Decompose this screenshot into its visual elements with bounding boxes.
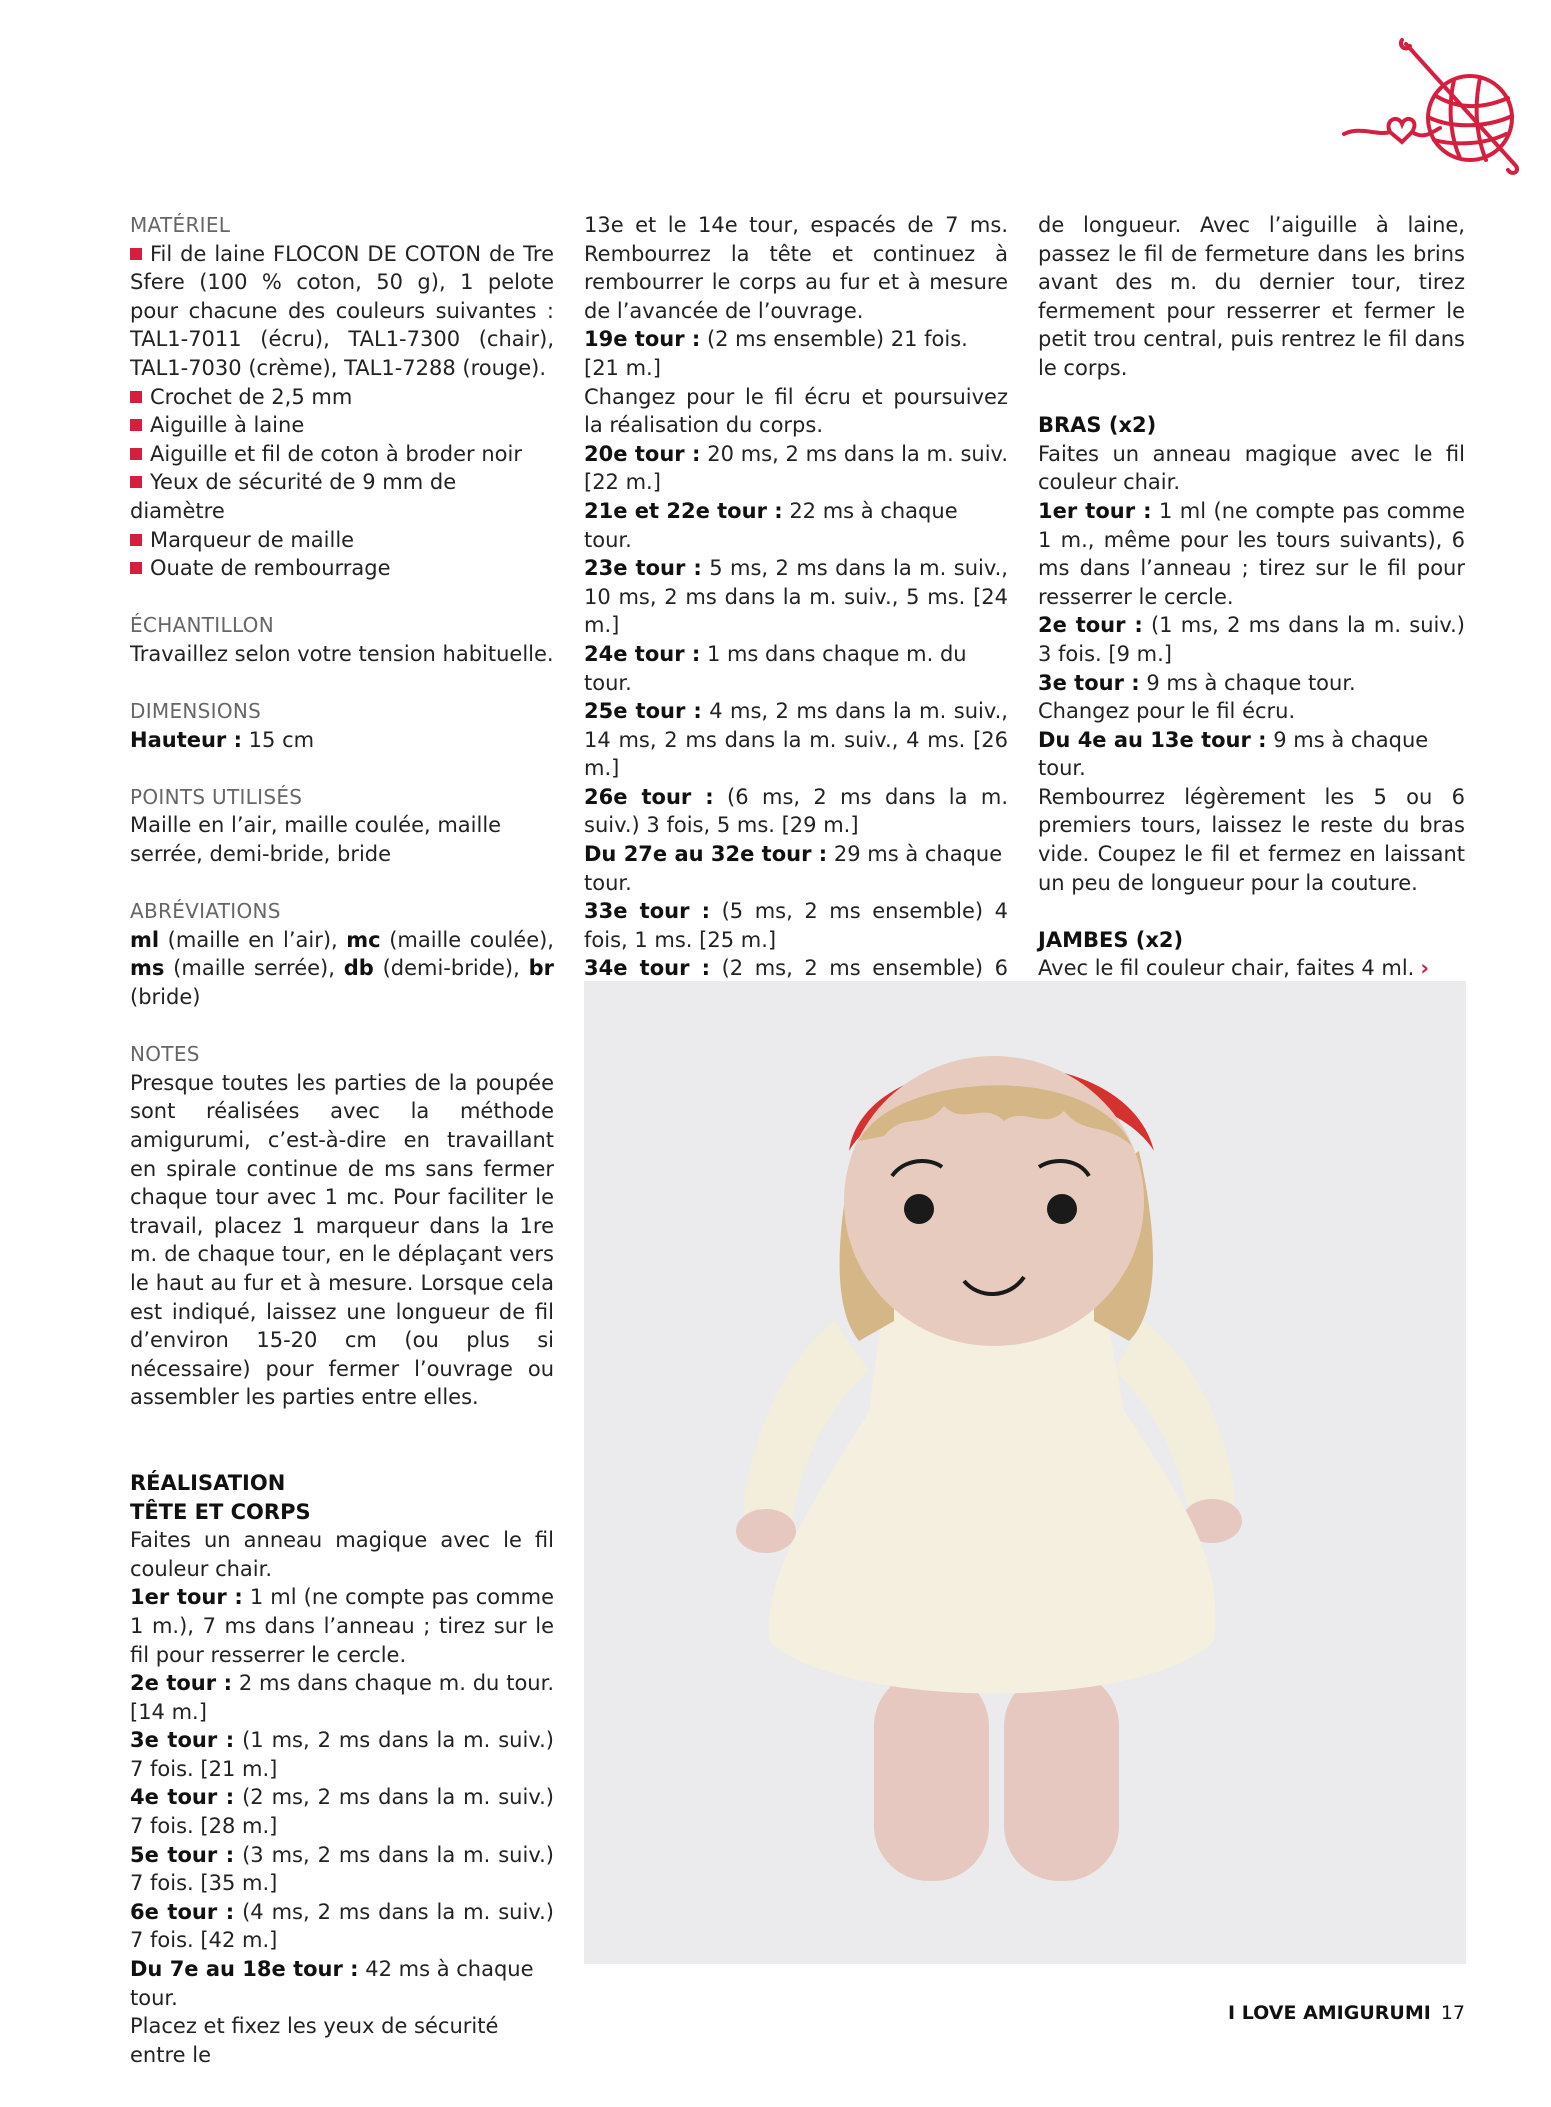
doll-photo [584,981,1466,1964]
realisation-title: RÉALISATION [130,1470,286,1495]
column-1 [130,211,554,2069]
tete-corps-title: TÊTE ET CORPS [130,1499,311,1524]
column-3 [1038,211,1465,983]
bullet-icon [130,391,142,403]
bras-change-text: Changez pour le fil écru. [1038,699,1296,724]
pattern-row: 1er tour : 1 ml (ne compte pas comme 1 m.), 7 ms dans l’anneau ; tirez sur le fil pour resserrer le cercle. [130,1585,554,1667]
jambes-text: Avec le fil couleur chair, faites 4 ml. › [1038,956,1430,981]
notes-text: Presque toutes les parties de la poupée sont réalisées avec la méthode amigurumi, c’est-à-dire en travaillant en spirale continue de ms sans fermer chaque tour avec 1 mc. Pour faciliter le travail, placez 1 marqueur dans la 1re m. de chaque tour, en le déplaçant vers le haut au fur et à mesure. Lorsque cela est indiqué, laissez une longueur de fil d’environ 15-20 cm (ou plus si nécessaire) pour fermer l’ouvrage ou assembler les parties entre elles. [130,1070,554,1410]
tete-eyes-text: Placez et fixez les yeux de sécurité entre le [130,2014,499,2067]
bullet-icon [130,248,142,260]
col2-lead: 13e et le 14e tour, espacés de 7 ms. Rembourrez la tête et continuez à rembourrer le corps au fur et à mesure de l’avancée de l’ouvrage. [584,213,1008,323]
list-item: Yeux de sécurité de 9 mm de diamètre [130,470,457,523]
page-number: 17 [1440,2002,1465,2024]
pattern-row: 3e tour : (1 ms, 2 ms dans la m. suiv.) 7 fois. [21 m.] [130,1728,554,1781]
section-title-notes: NOTES [130,1042,200,1067]
bras-end-text: Rembourrez légèrement les 5 ou 6 premiers tours, laissez le reste du bras vide. Coupez le fil et fermez en laissant un peu de longueur pour la couture. [1038,784,1465,895]
pattern-row: 20e tour : 20 ms, 2 ms dans la m. suiv. [22 m.] [584,441,1008,495]
pattern-row: 6e tour : (4 ms, 2 ms dans la m. suiv.) 7 fois. [42 m.] [130,1899,554,1953]
section-title-materiel: MATÉRIEL [130,213,231,237]
chevron-right-icon: › [1420,956,1430,981]
hauteur-line: Hauteur : 15 cm [130,727,315,752]
pattern-row: 2e tour : (1 ms, 2 ms dans la m. suiv.) 3 fois. [9 m.] [1038,613,1465,666]
pattern-row: Du 4e au 13e tour : 9 ms à chaque tour. [1038,727,1429,781]
pattern-row: 5e tour : (3 ms, 2 ms dans la m. suiv.) 7 fois. [35 m.] [130,1842,554,1896]
pattern-row: Du 27e au 32e tour : 29 ms à chaque tour. [584,842,1003,895]
pattern-row: 24e tour : 1 ms dans chaque m. du tour. [584,641,967,695]
bras-title: BRAS (x2) [1038,413,1157,438]
abreviations-text: ml (maille en l’air), mc (maille coulée), ms (maille serrée), db (demi-bride), br (bride) [130,927,554,1010]
pattern-row: 4e tour : (2 ms, 2 ms dans la m. suiv.) 7 fois. [28 m.] [130,1785,554,1839]
bullet-icon [130,419,142,431]
page-footer [1228,2002,1465,2024]
list-item: Marqueur de maille [130,526,554,555]
pattern-row: 21e et 22e tour : 22 ms à chaque tour. [584,498,958,552]
section-title-dimensions: DIMENSIONS [130,699,262,724]
bullet-icon [130,448,142,460]
points-text: Maille en l’air, maille coulée, maille serrée, demi-bride, bride [130,813,502,867]
bras-intro: Faites un anneau magique avec le fil couleur chair. [1038,441,1465,495]
list-item: Crochet de 2,5 mm [130,383,554,412]
bullet-icon [130,562,142,574]
bullet-icon [130,534,142,546]
bullet-icon [130,476,142,488]
list-item: Aiguille à laine [130,411,554,440]
change-yarn-text: Changez pour le fil écru et poursuivez la réalisation du corps. [584,384,1008,438]
section-title-echantillon: ÉCHANTILLON [130,613,274,638]
pattern-row: 23e tour : 5 ms, 2 ms dans la m. suiv., 10 ms, 2 ms dans la m. suiv., 5 ms. [24 m.] [584,556,1008,638]
magazine-name: I LOVE AMIGURUMI [1228,2002,1431,2024]
jambes-title: JAMBES (x2) [1038,927,1184,952]
yarn-ball-logo-icon [1340,36,1530,181]
pattern-row: 26e tour : (6 ms, 2 ms dans la m. suiv.) 3 fois, 5 ms. [29 m.] [584,784,1008,838]
pattern-row: 2e tour : 2 ms dans chaque m. du tour. [14 m.] [130,1671,554,1724]
pattern-row: 33e tour : (5 ms, 2 ms ensemble) 4 fois, 1 ms. [25 m.] [584,899,1009,952]
list-item: Ouate de rembourrage [130,554,554,583]
list-item: Aiguille et fil de coton à broder noir [130,440,554,469]
pattern-row: 19e tour : (2 ms ensemble) 21 fois. [21 m.] [584,327,968,380]
col3-lead: de longueur. Avec l’aiguille à laine, passez le fil de fermeture dans les brins avant des m. du dernier tour, tirez fermement pour resserrer et fermer le petit trou central, puis rentrez le fil dans le corps. [1038,213,1465,380]
amigurumi-doll-image [584,981,1466,1964]
section-title-points: POINTS UTILISÉS [130,784,303,809]
tete-intro: Faites un anneau magique avec le fil couleur chair. [130,1528,554,1581]
pattern-row: 34e tour : (2 ms, 2 ms ensemble) 6 [584,956,1009,981]
pattern-row: Du 7e au 18e tour : 42 ms à chaque tour. [130,1957,534,2010]
pattern-row: 3e tour : 9 ms à chaque tour. [1038,670,1356,695]
section-title-abreviations: ABRÉVIATIONS [130,899,281,924]
echantillon-text: Travaillez selon votre tension habituelle. [130,641,554,666]
pattern-row: 1er tour : 1 ml (ne compte pas comme 1 m., même pour les tours suivants), 6 ms dans l’anneau ; tirez sur le fil pour resserrer le cercle. [1038,498,1465,609]
list-item: Fil de laine FLOCON DE COTON de Tre Sfere (100 % coton, 50 g), 1 pelote pour chacune des couleurs suivantes : TAL1-7011 (écru), TAL1-7300 (chair), TAL1-7030 (crème), TAL1-7288 (rouge). [130,241,554,380]
pattern-row: 25e tour : 4 ms, 2 ms dans la m. suiv., 14 ms, 2 ms dans la m. suiv., 4 ms. [26 m.] [584,699,1008,781]
